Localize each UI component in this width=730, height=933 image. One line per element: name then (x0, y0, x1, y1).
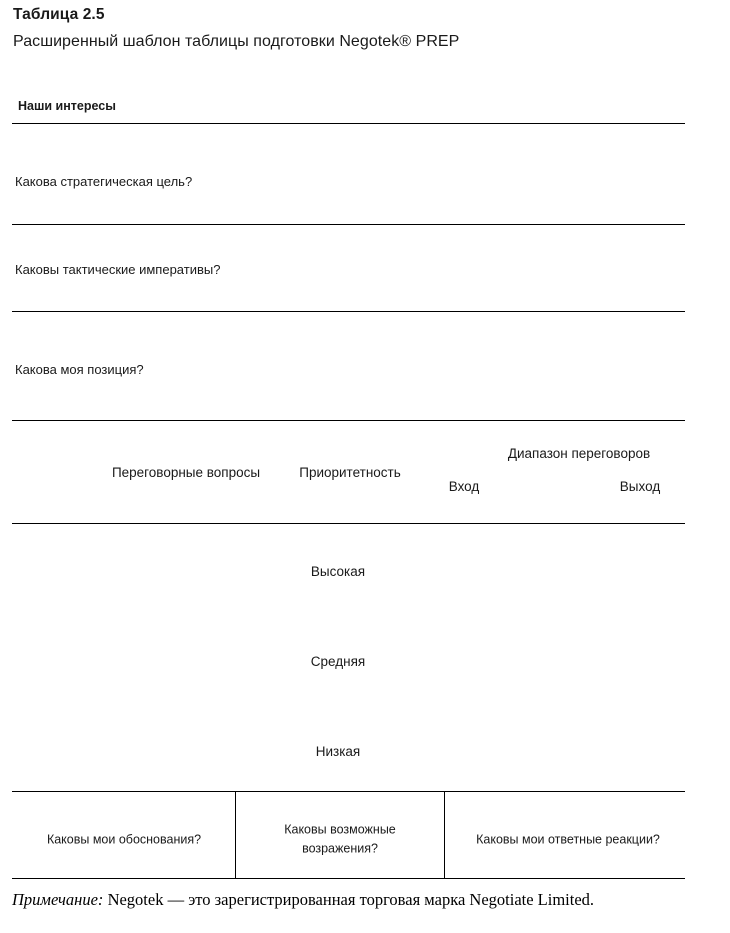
section-header-our-interests: Наши интересы (18, 99, 116, 113)
question-row-strategic-goal: Какова стратегическая цель? (15, 174, 193, 189)
column-header-negotiation-issues: Переговорные вопросы (111, 465, 261, 480)
column-header-negotiation-range: Диапазон переговоров (507, 446, 651, 461)
column-header-range-entry: Вход (448, 479, 480, 494)
rule-under-question-2 (12, 311, 685, 312)
priority-row-medium: Средняя (310, 654, 366, 669)
note-body: Negotek — это зарегистрированная торговая марка Negotiate Limited. (103, 890, 595, 909)
table-note (12, 890, 594, 910)
footer-cell-responses: Каковы мои ответные реакции? (476, 832, 660, 847)
table-number-heading: Таблица 2.5 (13, 6, 105, 23)
priority-row-high: Высокая (310, 564, 366, 579)
rule-under-question-1 (12, 224, 685, 225)
rule-under-question-3 (12, 420, 685, 421)
column-header-priority: Приоритетность (299, 465, 401, 480)
table-caption: Расширенный шаблон таблицы подготовки Negotek® PREP (13, 33, 460, 50)
footer-divider-left (235, 791, 236, 878)
note-lead-in: Примечание: (12, 890, 104, 909)
rule-under-column-headers (12, 523, 685, 524)
question-row-tactical-imperatives: Каковы тактические императивы? (15, 262, 221, 277)
question-row-my-position: Какова моя позиция? (15, 362, 144, 377)
footer-cell-justifications: Каковы мои обоснования? (46, 832, 202, 847)
rule-under-section-header (12, 123, 685, 124)
footer-divider-right (444, 791, 445, 878)
rule-below-footer-row (12, 878, 685, 879)
footer-cell-objections: Каковы возможные возражения? (284, 822, 396, 856)
column-header-range-exit: Выход (619, 479, 661, 494)
priority-row-low: Низкая (315, 744, 361, 759)
rule-above-footer-row (12, 791, 685, 792)
